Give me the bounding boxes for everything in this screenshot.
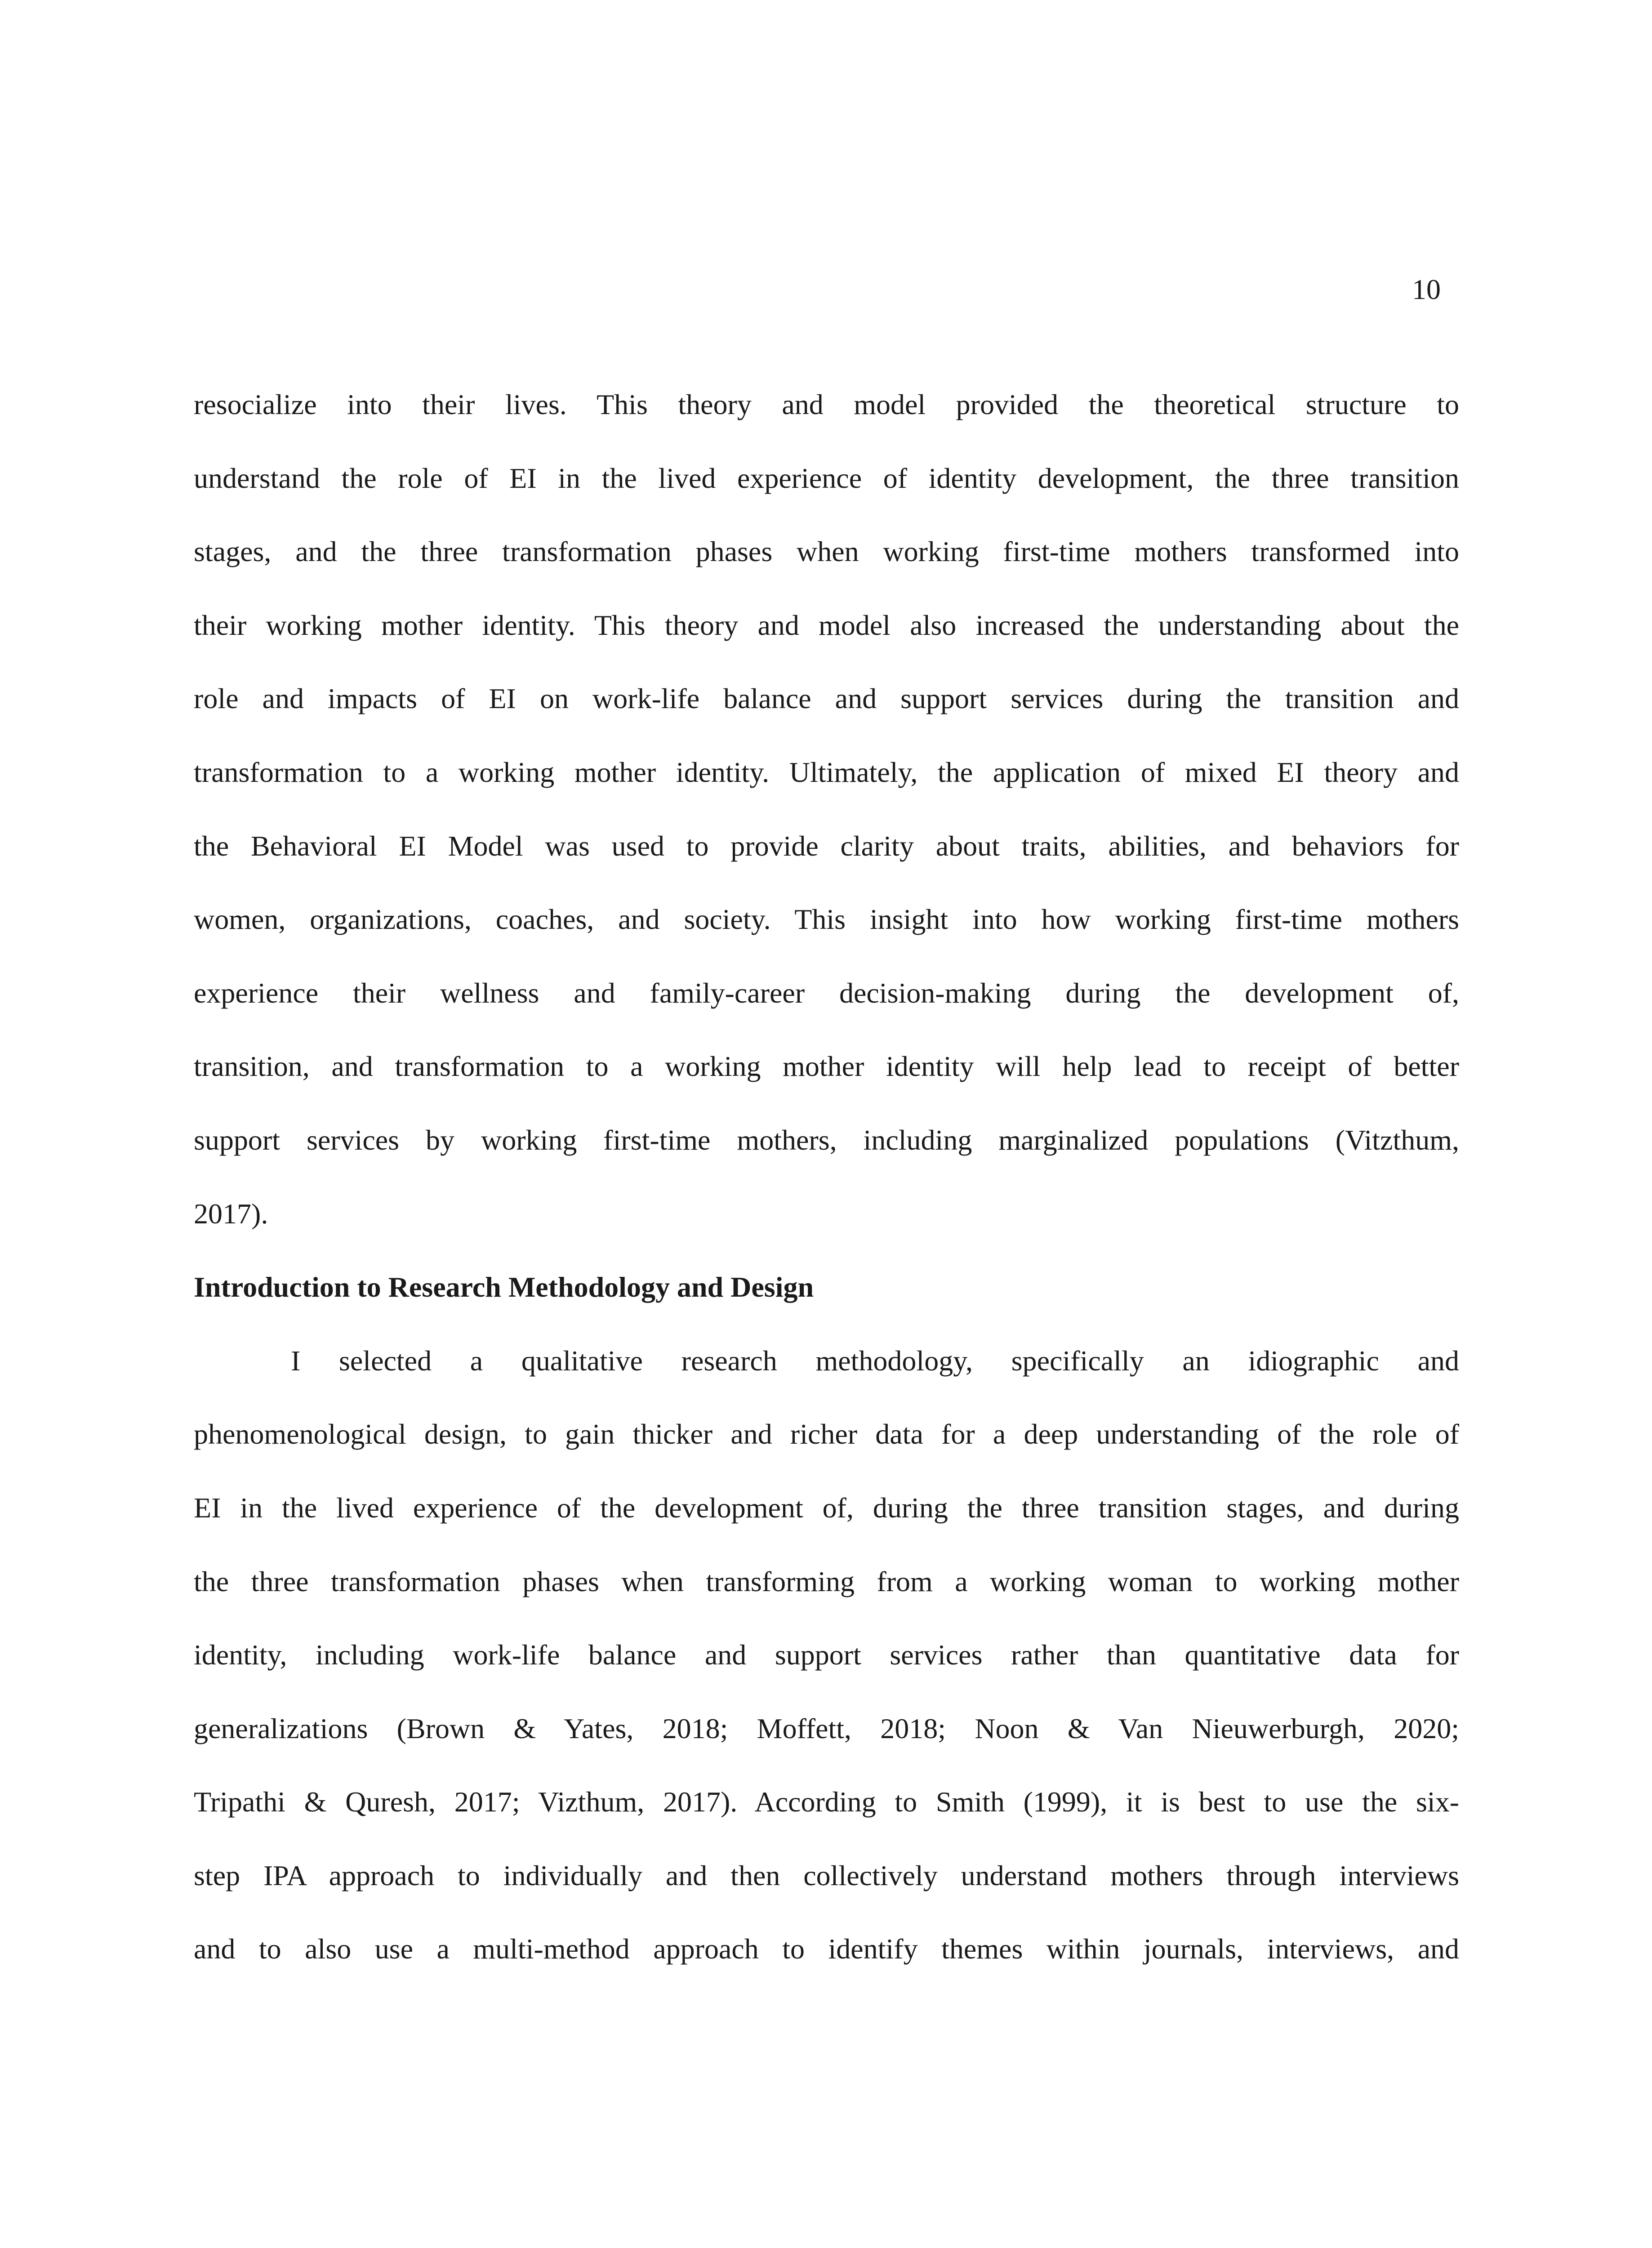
text-line: and to also use a multi-method approach to identify themes within journals, interviews, and	[194, 1933, 1459, 1965]
section-heading: Introduction to Research Methodology and Design	[194, 1271, 814, 1303]
text-line: EI in the lived experience of the development of, during the three transition stages, and during	[194, 1491, 1459, 1524]
text-line: resocialize into their lives. This theory and model provided the theoretical structure to	[194, 388, 1459, 420]
text-line: their working mother identity. This theory and model also increased the understanding about the	[194, 609, 1459, 641]
text-line: experience their wellness and family-career decision-making during the development of,	[194, 977, 1459, 1009]
text-line: the three transformation phases when transforming from a working woman to working mother	[194, 1565, 1459, 1597]
text-line: 2017).	[194, 1197, 268, 1230]
text-line: the Behavioral EI Model was used to provide clarity about traits, abilities, and behaviors for	[194, 830, 1459, 862]
text-line: I selected a qualitative research methodology, specifically an idiographic and	[291, 1344, 1459, 1377]
text-line: generalizations (Brown & Yates, 2018; Moffett, 2018; Noon & Van Nieuwerburgh, 2020;	[194, 1712, 1459, 1744]
text-line: step IPA approach to individually and then collectively understand mothers through interviews	[194, 1859, 1459, 1891]
text-line: phenomenological design, to gain thicker and richer data for a deep understanding of the role of	[194, 1418, 1459, 1450]
text-line: Tripathi & Quresh, 2017; Vizthum, 2017). According to Smith (1999), it is best to use the six-	[194, 1786, 1459, 1818]
text-line: role and impacts of EI on work-life balance and support services during the transition and	[194, 682, 1459, 715]
text-line: stages, and the three transformation phases when working first-time mothers transformed into	[194, 535, 1459, 568]
paragraph-continued	[194, 368, 1459, 1250]
page-body	[194, 368, 1459, 1986]
text-line: transition, and transformation to a working mother identity will help lead to receipt of better	[194, 1050, 1459, 1083]
text-line: women, organizations, coaches, and society. This insight into how working first-time mothers	[194, 903, 1459, 936]
page-number: 10	[1412, 273, 1441, 305]
text-line: support services by working first-time mothers, including marginalized populations (Vitzthum,	[194, 1124, 1459, 1156]
text-line: understand the role of EI in the lived experience of identity development, the three transition	[194, 462, 1459, 494]
text-line: identity, including work-life balance and support services rather than quantitative data for	[194, 1639, 1459, 1671]
paragraph-methodology	[194, 1324, 1459, 1986]
text-line: transformation to a working mother identity. Ultimately, the application of mixed EI theory and	[194, 756, 1459, 788]
